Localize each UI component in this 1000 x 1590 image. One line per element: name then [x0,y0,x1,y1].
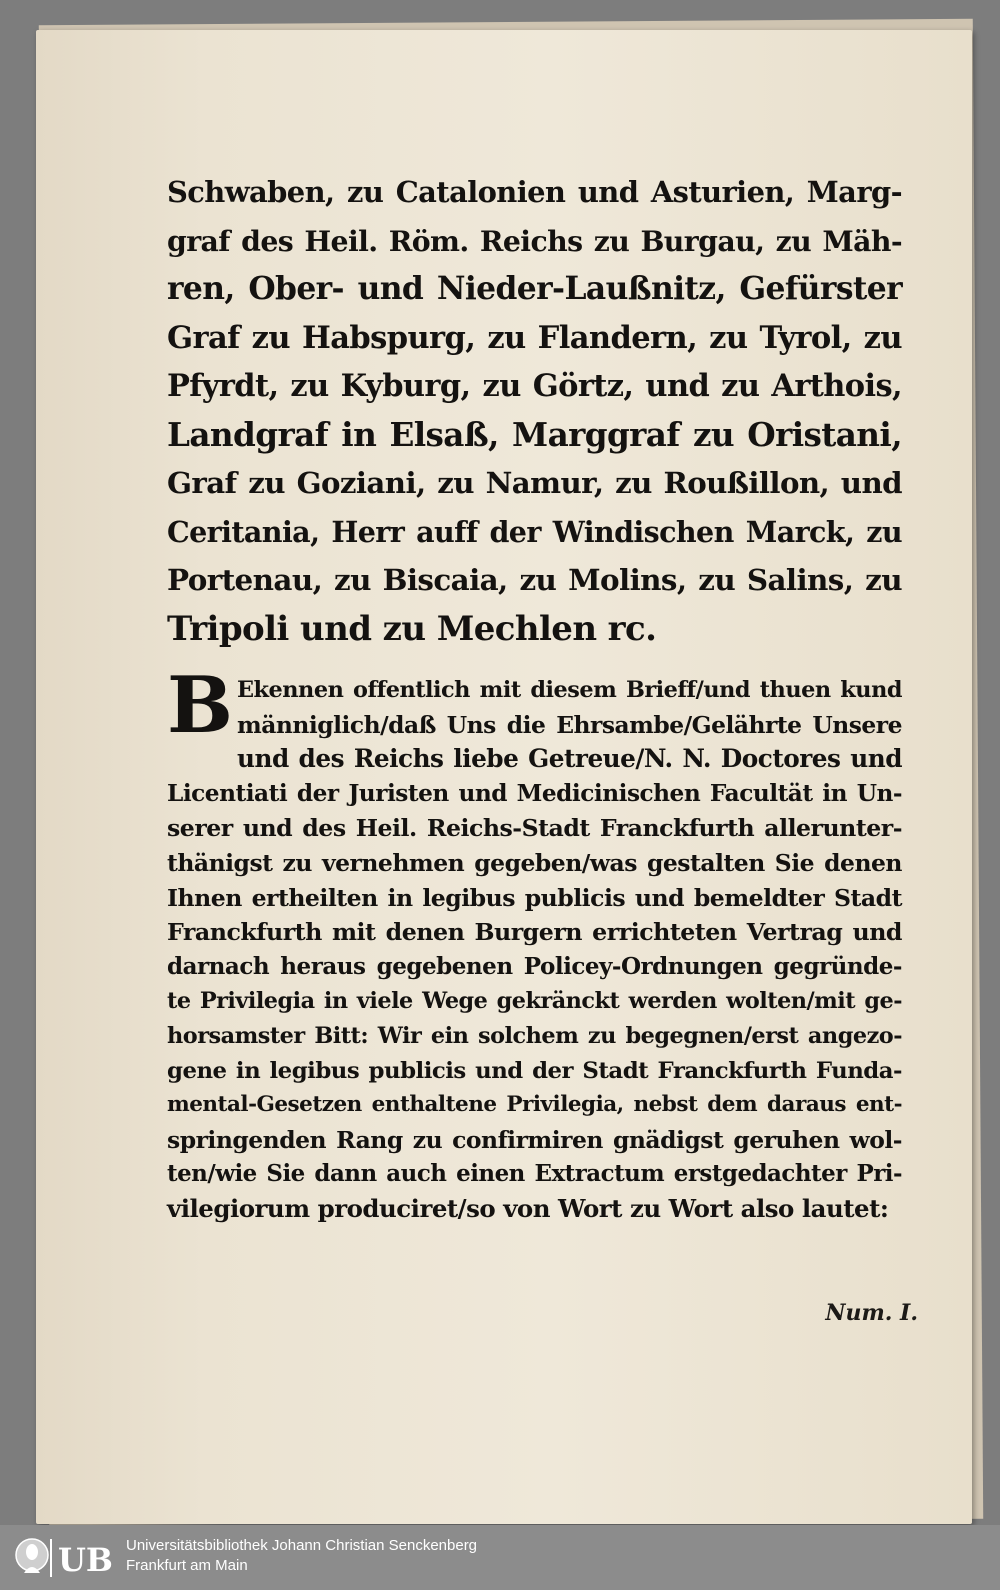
body-line: serer und des Heil. Reichs-Stadt Franckfurth allerunter- [167,814,902,843]
footer-text [126,1536,477,1576]
title-line: Graf zu Goziani, zu Namur, zu Roußillon, und [167,466,902,500]
title-line: Schwaben, zu Catalonien und Asturien, Marg- [167,175,902,209]
logo-text: UB [58,1541,113,1579]
body-line: darnach heraus gegebenen Policey-Ordnungen gegründe- [167,952,902,980]
body-line: thänigst zu vernehmen gegeben/was gestalten Sie denen [167,848,902,877]
title-line: graf des Heil. Röm. Reichs zu Burgau, zu Mäh- [167,223,902,258]
body-line: springenden Rang zu confirmiren gnädigst geruhen wol- [167,1125,902,1154]
body-line: und des Reichs liebe Getreue/N. N. Doctores und [237,744,902,774]
body-line: mental-Gesetzen enthaltene Privilegia, nebst dem daraus ent- [167,1092,902,1118]
library-name: Universitätsbibliothek Johann Christian Senckenberg [126,1537,478,1554]
title-line: ren, Ober- und Nieder-Laußnitz, Gefürster [167,271,902,307]
page-text [167,168,902,1227]
body-line: te Privilegia in viele Wege gekränckt werden wolten/mit ge- [167,988,902,1015]
body-line: männiglich/daß Uns die Ehrsambe/Gelährte Unsere [237,710,902,739]
catchword: Num. I. [825,1300,918,1326]
title-line: Tripoli und zu Mechlen rc. [167,608,657,649]
body-line: horsamster Bitt: Wir ein solchem zu begegnen/erst angezo- [167,1022,902,1049]
body-line: Ihnen ertheilten in legibus publicis und bemeldter Stadt [167,883,902,912]
title-line: Landgraf in Elsaß, Marggraf zu Oristani, [167,414,902,454]
body-line: Franckfurth mit denen Burgern errichteten Vertrag und [167,918,902,947]
body-line: ten/wie Sie dann auch einen Extractum erstgedachter Pri- [167,1160,902,1188]
body-line: vilegiorum produciret/so von Wort zu Wort also lautet: [167,1193,889,1223]
body-line: gene in legibus publicis und der Stadt Franckfurth Funda- [167,1057,902,1084]
drop-cap: B [167,660,233,751]
title-line: Ceritania, Herr auff der Windischen Marck, zu [167,514,902,549]
body-block [167,660,902,1227]
library-city: Frankfurt am Main [126,1557,248,1574]
title-line: Portenau, zu Biscaia, zu Molins, zu Salins, zu [167,562,902,597]
body-line: Licentiati der Juristen und Medicinischen Facultät in Un- [167,779,902,807]
title-line: Pfyrdt, zu Kyburg, zu Görtz, und zu Arthois, [167,368,902,404]
ub-logo-icon[interactable] [10,1533,118,1583]
library-footer [0,1525,1000,1590]
title-line: Graf zu Habspurg, zu Flandern, zu Tyrol, zu [167,319,902,356]
body-line: Ekennen offentlich mit diesem Brieff/und thuen kund [237,677,902,703]
title-block [167,168,902,653]
